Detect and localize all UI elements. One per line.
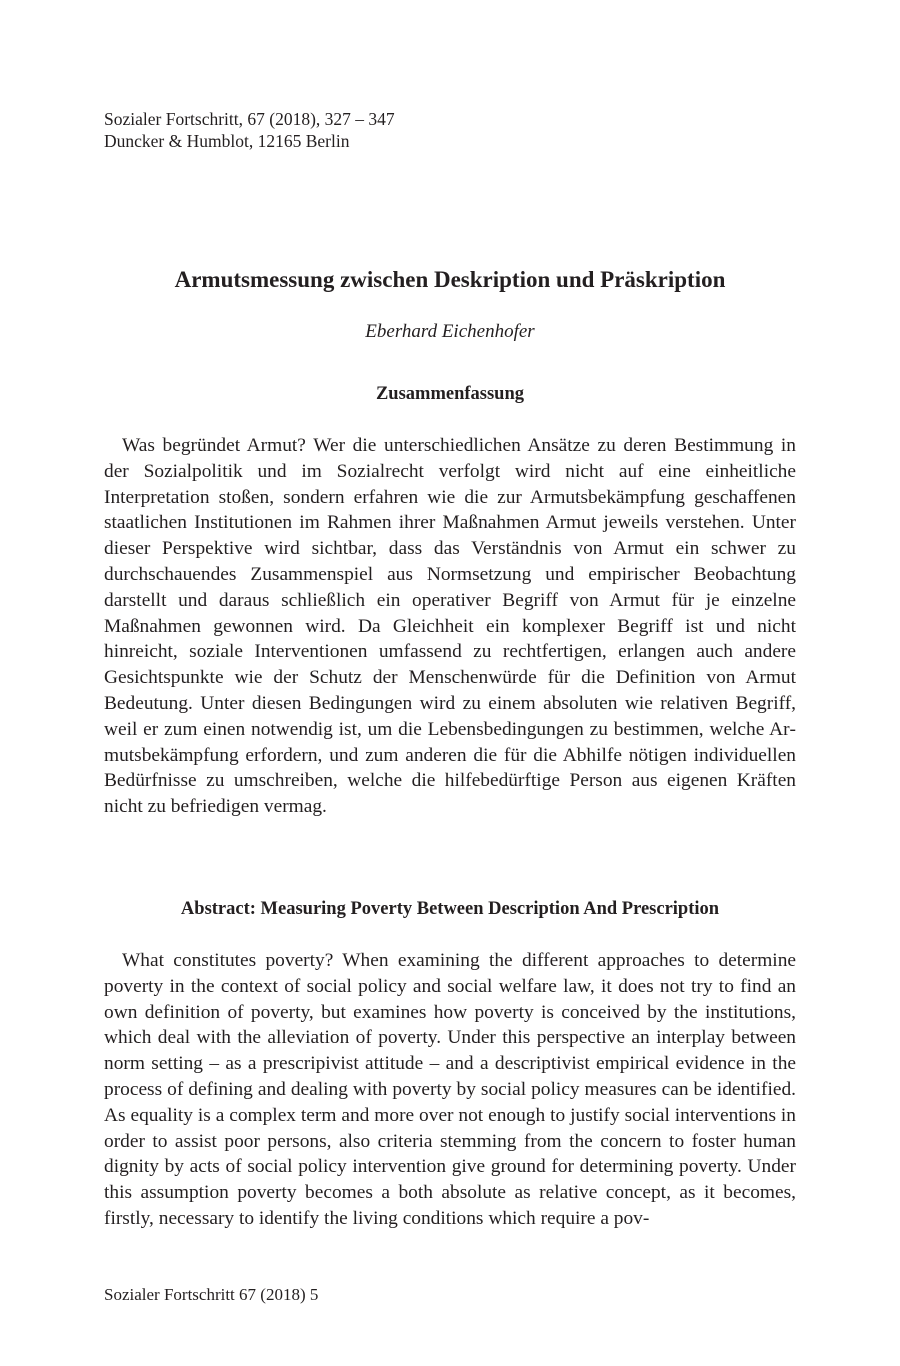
article-author: Eberhard Eichenhofer (365, 321, 535, 342)
abstract-text: What constitutes poverty? When examining the different approaches to determine poverty in the context of social policy and social welfare law, it does not try to find an own definition of poverty, but examines how poverty is conceived by the institutions, which deal with the alleviation of poverty. Under this perspective an interplay between norm setting – as a prescripivist attitude – and a descriptivist empirical evidence in the process of defining and dealing with poverty by social policy measures can be identified. As equality is a complex term and more over not enough to justify social interventions in order to assist poor persons, also criteria stemming from the concern to foster human dignity by acts of social policy intervention give ground for determining poverty. Under this assumption poverty becomes a both absolute as relative concept, as it becomes, firstly, necessary to identify the living conditions which require a pov- (104, 950, 796, 1229)
publisher-address: Duncker & Humblot, 12165 Berlin (104, 131, 350, 151)
article-title: Armutsmessung zwischen Deskription und Präskription (174, 267, 726, 292)
zusammenfassung-heading: Zusammenfassung (375, 384, 525, 404)
journal-header (104, 108, 395, 152)
journal-citation: Sozialer Fortschritt, 67 (2018), 327 – 347 (104, 109, 395, 129)
page-footer: Sozialer Fortschritt 67 (2018) 5 (104, 1285, 319, 1304)
zusammenfassung-text: Was begründet Armut? Wer die unterschiedlichen Ansätze zu deren Bestimmung in der Sozialpolitik und im Sozialrecht verfolgt wird nicht auf eine einheitliche Interpretation stoßen, sondern erfahren wie die zur Armutsbekämpfung geschaffenen staatlichen Institutionen im Rahmen ihrer Maßnahmen Armut jeweils verstehen. Unter dieser Perspektive wird sichtbar, dass das Verständnis von Armut ein schwer zu durchschauendes Zusammenspiel aus Normsetzung und empirischer Beobachtung darstellt und daraus schließlich ein operativer Begriff von Armut für je einzelne Maßnahmen gewonnen wird. Da Gleichheit ein komplexer Begriff ist und nicht hinreicht, soziale Interventionen umfassend zu rechtfertigen, erlangen auch andere Gesichtspunkte wie der Schutz der Menschenwürde für die Definition von Armut Bedeutung. Unter diesen Bedingungen wird zu einem absoluten wie relativen Begriff, weil er zum einen notwendig ist, um die Lebensbedingungen zu bestimmen, welche Armutsbekämpfung erfordern, und zum anderen die für die Abhilfe nötigen individuellen Bedürfnisse zu umschreiben, welche die hilfebedürftige Person aus eigenen Kräften nicht zu befriedigen vermag. (104, 435, 796, 818)
abstract-heading: Abstract: Measuring Poverty Between Description And Prescription (180, 899, 720, 919)
